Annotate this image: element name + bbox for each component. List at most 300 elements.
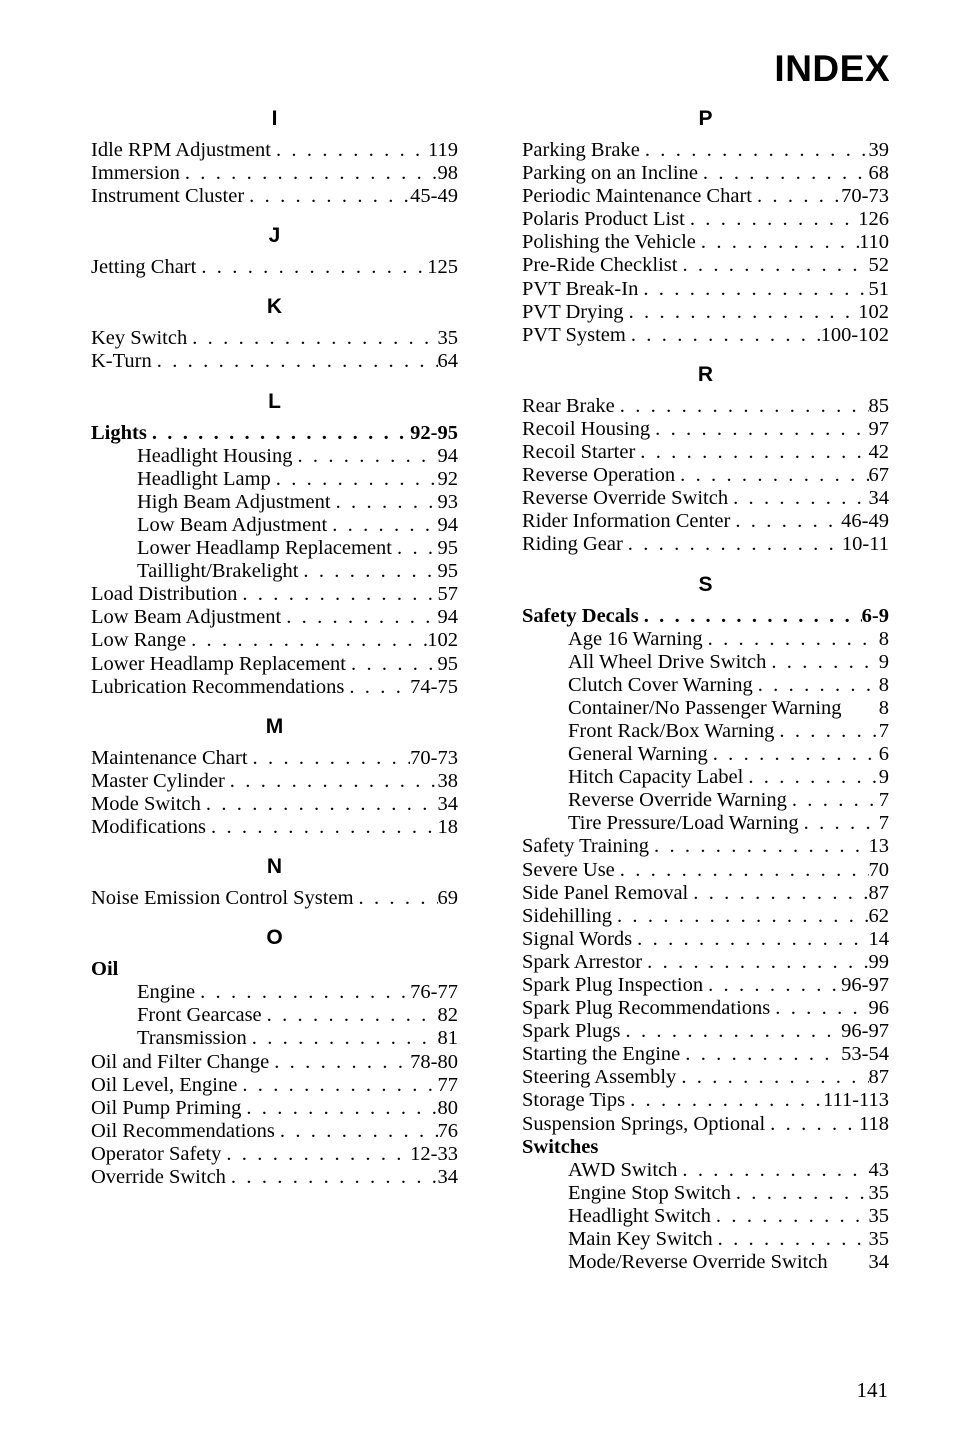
page-title: INDEX [774, 48, 890, 89]
dot-leader [147, 422, 410, 445]
index-subentry [522, 743, 889, 766]
index-subentry [91, 560, 458, 583]
entry-page: 80 [437, 1096, 458, 1119]
entry-term: Mode/Reverse Override Switch [568, 1251, 828, 1274]
entry-page: 52 [868, 254, 889, 277]
dot-leader [711, 1205, 869, 1228]
entry-page: 102 [858, 300, 889, 323]
index-entry [91, 422, 458, 445]
entry-page: 95 [437, 560, 458, 583]
dot-leader [625, 1089, 823, 1112]
index-entry [91, 653, 458, 676]
index-entry [522, 464, 889, 487]
entry-term: Front Rack/Box Warning [568, 719, 775, 742]
section-letter: L [268, 389, 281, 413]
entry-page: 34 [437, 1166, 458, 1188]
index-entry [91, 676, 458, 699]
section-letter: S [698, 572, 713, 596]
index-section [522, 568, 889, 1275]
entry-page: 45-49 [410, 185, 458, 208]
dot-leader [271, 139, 428, 162]
index-entry [91, 770, 458, 793]
entry-page: 110 [859, 231, 889, 254]
index-section [91, 219, 458, 279]
entry-page: 82 [437, 1004, 458, 1027]
entry-term: Master Cylinder [91, 769, 225, 792]
entry-page: 7 [878, 719, 889, 742]
entry-page: 98 [437, 162, 458, 185]
entry-term: Spark Arrestor [522, 950, 643, 973]
entry-page: 95 [437, 652, 458, 675]
entry-page: 51 [868, 277, 889, 300]
entry-page: 78-80 [410, 1050, 458, 1073]
entry-term: Jetting Chart [91, 256, 197, 279]
index-entry [522, 882, 889, 905]
entry-page: 14 [868, 927, 889, 950]
entry-term: Tire Pressure/Load Warning [568, 812, 799, 835]
entry-term: Recoil Starter [522, 441, 636, 464]
index-entry [522, 1113, 889, 1136]
dot-leader [676, 1066, 868, 1089]
index-section [91, 850, 458, 910]
entry-term: Idle RPM Adjustment [91, 139, 271, 161]
index-entry [522, 418, 889, 441]
dot-leader [612, 905, 869, 928]
index-subentry [91, 537, 458, 560]
dot-leader [237, 1074, 437, 1097]
dot-leader [675, 464, 868, 487]
index-entry [522, 533, 889, 556]
dot-leader [187, 327, 437, 350]
dot-leader [743, 766, 878, 789]
entry-page: 6 [878, 743, 889, 766]
index-entry [522, 905, 889, 928]
entry-term: Clutch Cover Warning [568, 673, 753, 696]
entry-page: 53-54 [841, 1043, 889, 1066]
dot-leader [624, 301, 859, 324]
entry-page: 42 [868, 441, 889, 464]
index-subentry [522, 674, 889, 697]
index-entry [522, 1089, 889, 1112]
dot-leader [787, 789, 879, 812]
index-entry [522, 487, 889, 510]
dot-leader [649, 835, 869, 858]
dot-leader [281, 606, 437, 629]
dot-leader [708, 743, 879, 766]
dot-leader [196, 256, 427, 279]
entry-term: Steering Assembly [522, 1066, 677, 1089]
index-entry [91, 1166, 458, 1189]
entry-term: Riding Gear [522, 533, 623, 556]
section-letter: P [698, 107, 713, 130]
index-subentry [91, 445, 458, 468]
entry-page: 94 [437, 606, 458, 629]
entry-page: 81 [437, 1027, 458, 1050]
entry-page: 46-49 [841, 510, 889, 533]
entry-page: 35 [868, 1228, 889, 1251]
entry-page: 6-9 [861, 604, 889, 627]
index-entry [522, 1136, 889, 1159]
index-subentry [522, 766, 889, 789]
entry-page: 74-75 [410, 675, 458, 698]
dot-leader [262, 1004, 438, 1027]
entry-term: Reverse Override Warning [568, 789, 787, 812]
entry-term: Side Panel Removal [522, 881, 689, 904]
entry-term: PVT Drying [522, 300, 624, 323]
entry-term: Switches [522, 1135, 599, 1158]
entry-term: Reverse Operation [522, 464, 676, 487]
entry-term: Mode Switch [91, 792, 201, 815]
index-subentry [91, 981, 458, 1004]
entry-term: Rider Information Center [522, 510, 731, 533]
entry-term: Transmission [137, 1027, 247, 1050]
dot-leader [621, 1020, 842, 1043]
entry-term: Immersion [91, 162, 180, 185]
entry-term: Oil Pump Priming [91, 1096, 242, 1119]
dot-leader [680, 1043, 841, 1066]
entry-term: Suspension Springs, Optional [522, 1112, 766, 1135]
dot-leader [247, 1027, 438, 1050]
index-entry [91, 629, 458, 652]
entry-page: 125 [427, 256, 458, 279]
entry-term: Safety Decals [522, 604, 639, 627]
index-entry [522, 510, 889, 533]
index-entry [522, 974, 889, 997]
dot-leader [753, 674, 879, 697]
entry-term: PVT System [522, 323, 626, 346]
entry-term: Headlight Lamp [137, 467, 271, 490]
dot-leader [688, 882, 868, 905]
entry-page: 38 [437, 769, 458, 792]
index-subentry [522, 1159, 889, 1182]
entry-page: 68 [868, 162, 889, 185]
index-entry [91, 747, 458, 770]
entry-term: Instrument Cluster [91, 185, 245, 208]
entry-term: Noise Emission Control System [91, 887, 354, 910]
index-entry [91, 816, 458, 839]
entry-term: Modifications [91, 815, 207, 838]
dot-leader [248, 747, 411, 770]
index-subentry [522, 720, 889, 743]
entry-page: 97 [868, 417, 889, 440]
entry-page: 118 [859, 1112, 889, 1135]
index-entry [522, 605, 889, 628]
dot-leader [275, 1120, 438, 1143]
entry-page: 67 [868, 464, 889, 487]
index-column-right [522, 102, 889, 1285]
entry-page: 70 [868, 858, 889, 881]
entry-term: Lower Headlamp Replacement [137, 537, 392, 560]
index-entry [91, 1120, 458, 1143]
index-section [522, 358, 889, 557]
entry-page: 39 [868, 139, 889, 161]
index-entry [522, 395, 889, 418]
entry-term: Age 16 Warning [568, 627, 703, 650]
entry-term: Low Beam Adjustment [137, 513, 328, 536]
dot-leader [331, 491, 438, 514]
entry-term: Low Beam Adjustment [91, 606, 282, 629]
entry-page: 35 [868, 1204, 889, 1227]
entry-page: 94 [437, 444, 458, 467]
entry-term: Sidehilling [522, 904, 612, 927]
dot-leader [327, 514, 437, 537]
index-entry [91, 162, 458, 185]
entry-page: 77 [437, 1073, 458, 1096]
index-entry [522, 139, 889, 162]
dot-leader [392, 537, 438, 560]
entry-page: 9 [878, 650, 889, 673]
entry-term: Oil Recommendations [91, 1119, 275, 1142]
entry-term: Polaris Product List [522, 208, 685, 231]
dot-leader [344, 676, 410, 699]
index-entry [522, 324, 889, 347]
index-entry [91, 139, 458, 162]
entry-term: Container/No Passenger Warning [568, 696, 842, 719]
index-entry [91, 327, 458, 350]
entry-page: 93 [437, 490, 458, 513]
index-entry [522, 441, 889, 464]
entry-page: 87 [868, 1066, 889, 1089]
index-entry [522, 1066, 889, 1089]
dot-leader [292, 445, 437, 468]
section-letter: M [265, 714, 284, 738]
dot-leader [685, 208, 858, 231]
section-letter: R [697, 362, 714, 386]
entry-term: Starting the Engine [522, 1043, 681, 1066]
page-number: 141 [856, 1378, 888, 1402]
dot-leader [635, 441, 868, 464]
entry-term: Hitch Capacity Label [568, 766, 744, 789]
index-subentry [522, 651, 889, 674]
entry-term: Recoil Housing [522, 417, 651, 440]
dot-leader [752, 185, 841, 208]
dot-leader [765, 1113, 859, 1136]
entry-term: Taillight/Brakelight [137, 560, 299, 583]
index-column-left [91, 102, 458, 1200]
index-subentry [522, 1182, 889, 1205]
dot-leader [632, 928, 868, 951]
index-entry [522, 951, 889, 974]
entry-page: 8 [878, 673, 889, 696]
dot-leader [703, 974, 841, 997]
entry-page: 70-73 [841, 185, 889, 208]
entry-page: 7 [878, 812, 889, 835]
entry-term: Low Range [91, 629, 187, 652]
entry-term: Lubrication Recommendations [91, 675, 345, 698]
entry-page: 69 [437, 887, 458, 910]
entry-term: Periodic Maintenance Chart [522, 185, 752, 208]
dot-leader [186, 629, 427, 652]
section-letter: K [266, 295, 283, 319]
index-subentry [522, 1228, 889, 1251]
index-entry [91, 256, 458, 279]
entry-page: 96-97 [841, 974, 889, 996]
index-section [91, 710, 458, 839]
entry-term: Polishing the Vehicle [522, 231, 696, 254]
entry-page: 87 [868, 881, 889, 904]
index-entry [91, 350, 458, 373]
dot-leader [195, 981, 410, 1004]
index-entry [91, 793, 458, 816]
entry-term: Rear Brake [522, 394, 615, 417]
entry-page: 76-77 [410, 981, 458, 1004]
index-entry [91, 606, 458, 629]
dot-leader [650, 418, 868, 441]
entry-term: Safety Training [522, 835, 649, 858]
dot-leader [626, 324, 821, 347]
dot-leader [298, 560, 437, 583]
entry-term: Oil Level, Engine [91, 1073, 238, 1096]
index-entry [91, 1051, 458, 1074]
index-section [91, 385, 458, 699]
entry-term: Engine [137, 981, 196, 1004]
entry-term: Maintenance Chart [91, 746, 248, 769]
entry-term: Signal Words [522, 927, 633, 950]
dot-leader [642, 951, 868, 974]
index-entry [522, 231, 889, 254]
dot-leader [728, 487, 868, 510]
index-entry [91, 1074, 458, 1097]
index-entry [522, 208, 889, 231]
dot-leader [623, 533, 842, 556]
entry-page: 57 [437, 583, 458, 606]
dot-leader [271, 468, 438, 491]
entry-page: 96 [868, 997, 889, 1020]
entry-page: 13 [868, 835, 889, 858]
entry-page: 18 [437, 815, 458, 838]
index-entry [522, 254, 889, 277]
index-entry [522, 1043, 889, 1066]
entry-term: Main Key Switch [568, 1228, 713, 1251]
entry-page: 100-102 [820, 323, 889, 346]
dot-leader [201, 793, 438, 816]
entry-term: Lights [91, 421, 147, 444]
entry-term: Headlight Switch [568, 1204, 711, 1227]
index-subentry [522, 812, 889, 835]
entry-page: 70-73 [410, 746, 458, 769]
dot-leader [638, 278, 868, 301]
dot-leader [730, 510, 841, 533]
index-entry [522, 185, 889, 208]
entry-page: 96-97 [841, 1020, 889, 1043]
entry-page: 76 [437, 1119, 458, 1142]
section-letter: I [271, 107, 278, 130]
index-entry [91, 1143, 458, 1166]
index-entry [522, 162, 889, 185]
dot-leader [152, 350, 438, 373]
dot-leader [766, 651, 878, 674]
entry-term: K-Turn [91, 350, 152, 373]
entry-page: 35 [868, 1181, 889, 1204]
index-subentry [522, 628, 889, 651]
entry-page: 9 [878, 766, 889, 789]
entry-term: Front Gearcase [137, 1004, 262, 1027]
index-entry [91, 887, 458, 910]
entry-term: Load Distribution [91, 583, 238, 606]
index-subentry [522, 789, 889, 812]
dot-leader [677, 254, 868, 277]
entry-term: High Beam Adjustment [137, 490, 331, 513]
entry-term: Spark Plugs [522, 1020, 621, 1043]
entry-page: 43 [868, 1158, 889, 1181]
dot-leader [237, 583, 437, 606]
entry-page: 62 [868, 904, 889, 927]
dot-leader [713, 1228, 869, 1251]
entry-page: 10-11 [841, 533, 889, 556]
dot-leader [241, 1097, 437, 1120]
dot-leader [770, 997, 868, 1020]
index-section [91, 290, 458, 373]
index-entry [522, 278, 889, 301]
dot-leader [354, 887, 438, 910]
entry-page: 92-95 [410, 421, 458, 444]
entry-term: Engine Stop Switch [568, 1181, 731, 1204]
dot-leader [615, 859, 869, 882]
index-subentry [91, 514, 458, 537]
index-entry [91, 185, 458, 208]
index-entry [91, 583, 458, 606]
index-subentry [522, 1251, 889, 1274]
entry-page: 34 [868, 487, 889, 510]
index-subentry [91, 1027, 458, 1050]
entry-page: 95 [437, 537, 458, 560]
index-subentry [522, 1205, 889, 1228]
entry-page: 12-33 [410, 1142, 458, 1165]
index-entry [522, 835, 889, 858]
entry-page: 92 [437, 467, 458, 490]
index-section [91, 921, 458, 1189]
index-entry [522, 997, 889, 1020]
dot-leader [774, 720, 878, 743]
dot-leader [799, 812, 879, 835]
entry-term: Lower Headlamp Replacement [91, 652, 346, 675]
entry-page: 99 [868, 950, 889, 973]
dot-leader [640, 139, 869, 162]
index-entry [91, 958, 458, 981]
entry-page: 94 [437, 513, 458, 536]
dot-leader [244, 185, 410, 208]
index-subentry [91, 468, 458, 491]
entry-page: 7 [878, 789, 889, 812]
index-subentry [91, 491, 458, 514]
index-subentry [91, 1004, 458, 1027]
entry-page: 85 [868, 394, 889, 417]
index-section [522, 102, 889, 347]
index-section [91, 102, 458, 208]
dot-leader [346, 653, 438, 676]
dot-leader [225, 770, 438, 793]
dot-leader [698, 162, 869, 185]
entry-page: 35 [437, 327, 458, 350]
index-entry [91, 1097, 458, 1120]
entry-term: Headlight Housing [137, 444, 293, 467]
section-letter: N [266, 855, 283, 879]
dot-leader [180, 162, 438, 185]
entry-page: 111-113 [822, 1089, 889, 1112]
entry-page: 64 [437, 350, 458, 373]
section-letter: J [268, 224, 281, 248]
entry-term: AWD Switch [568, 1158, 678, 1181]
dot-leader [703, 628, 879, 651]
entry-term: Reverse Override Switch [522, 487, 729, 510]
index-entry [522, 1020, 889, 1043]
entry-term: Spark Plug Inspection [522, 974, 704, 996]
entry-page: 8 [878, 627, 889, 650]
entry-term: All Wheel Drive Switch [568, 650, 767, 673]
dot-leader [206, 816, 437, 839]
dot-leader [269, 1051, 410, 1074]
entry-term: Parking Brake [522, 139, 640, 161]
